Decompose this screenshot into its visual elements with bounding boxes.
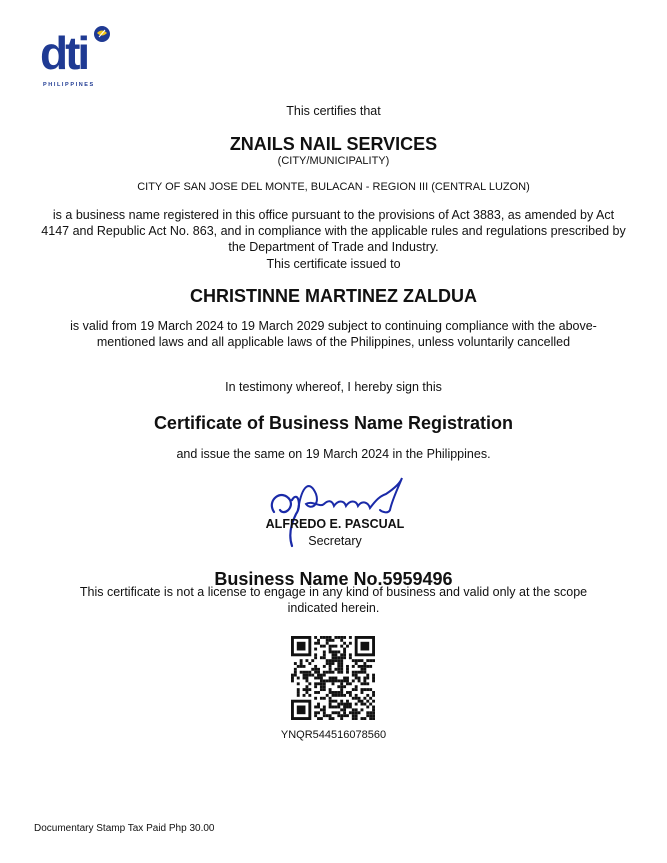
issue-date-line: and issue the same on 19 March 2024 in the Philippines. (176, 447, 491, 461)
owner-name: CHRISTINNE MARTINEZ ZALDUA (190, 286, 477, 306)
testimony-text: In testimony whereof, I hereby sign this (225, 380, 442, 394)
dti-logo (40, 24, 112, 96)
stamp-tax-note: Documentary Stamp Tax Paid Php 30.00 (34, 823, 215, 834)
qr-code-icon (291, 636, 375, 720)
logo-country: PHILIPPINES (43, 82, 95, 88)
business-location: CITY OF SAN JOSE DEL MONTE, BULACAN - REGION III (CENTRAL LUZON) (137, 181, 530, 193)
certificate-title: Certificate of Business Name Registration (153, 413, 514, 433)
intro-text: This certifies that (286, 104, 381, 118)
disclaimer-text: This certificate is not a license to engage in any kind of business and valid only at the scope indicated herein. (79, 585, 588, 615)
globe-icon (92, 24, 112, 44)
city-label: (CITY/MUNICIPALITY) (277, 155, 390, 167)
qr-code-text: YNQR544516078560 (280, 729, 387, 741)
business-name-number: Business Name No.5959496 (214, 569, 453, 589)
validity-paragraph: is valid from 19 March 2024 to 19 March 2029 subject to continuing compliance with the above-mentioned laws and all applicable laws of the Philippines, unless voluntarily cancelled (70, 319, 597, 349)
logo-wordmark: dti (40, 27, 88, 79)
registration-paragraph: is a business name registered in this office pursuant to the provisions of Act 3883, as amended by Act 4147 and Republic Act No. 863, and in compliance with the applicable rules and regulations prescribed by the Department of Trade and Industry. (41, 208, 626, 254)
signer-title: Secretary (308, 534, 362, 548)
issued-to-text: This certificate issued to (266, 257, 401, 271)
signer-name: ALFREDO E. PASCUAL (265, 517, 405, 531)
business-name: ZNAILS NAIL SERVICES (229, 134, 438, 154)
